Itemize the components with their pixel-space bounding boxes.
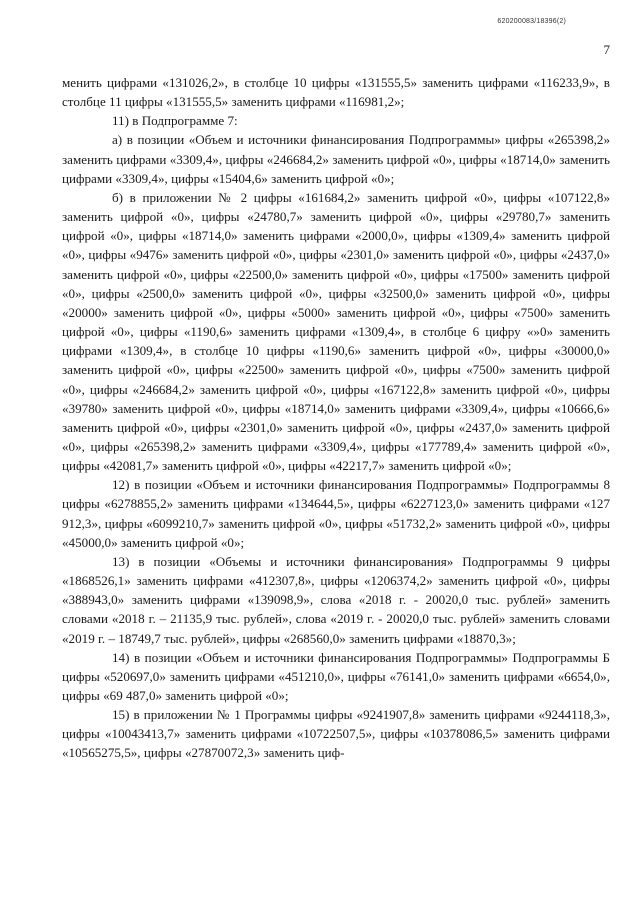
document-number: 620200083/18396(2) <box>497 18 566 25</box>
paragraph-item-11a: а) в позиции «Объем и источники финансирования Подпрограммы» цифры «265398,2» заменить цифрами «3309,4», цифры «246684,2» заменить цифрой «0», цифры «18714,0» заменить цифрами «3309,4», цифры «15404,6» заменить цифрой «0»; <box>62 132 610 186</box>
paragraph-item-13: 13) в позиции «Объемы и источники финансирования» Подпрограммы 9 цифры «1868526,1» заменить цифрами «412307,8», цифры «1206374,2» заменить цифрой «0», цифры «388943,0» заменить цифрами «139098,9», слова «2018 г. - 20020,0 тыс. рублей» заменить словами «2018 г. – 21135,9 тыс. рублей», слова «2019 г. - 20020,0 тыс. рублей» заменить словами «2019 г. – 18749,7 тыс. рублей», цифры «268560,0» заменить цифрами «18870,3»; <box>62 553 610 646</box>
paragraph-item-11b: б) в приложении № 2 цифры «161684,2» заменить цифрой «0», цифры «107122,8» заменить цифрой «0», цифры «24780,7» заменить цифрой «0», цифры «29780,7» заменить цифрой «0», цифры «18714,0» заменить цифрами «2000,0», цифры «1309,4» заменить цифрой «0», цифры «9476» заменить цифрой «0», цифры «2301,0» заменить цифрой «0», цифры «2437,0» заменить цифрой «0», цифры «22500,0» заменить цифрой «0», цифры «17500» заменить цифрой «0», цифры «2500,0» заменить цифрой «0», цифры «32500,0» заменить цифрой «0», цифры «20000» заменить цифрой «0», цифры «5000» заменить цифрой «0», цифры «7500» заменить цифрой «0», цифры «1190,6» заменить цифрами «1309,4», в столбце 6 цифру «»0» заменить цифрами «1309,4», в столбце 10 цифры «1190,6» заменить цифрой «0», цифры «30000,0» заменить цифрой «0», цифры «22500» заменить цифрой «0», цифры «7500» заменить цифрой «0», цифры «246684,2» заменить цифрой «0», цифры «167122,8» заменить цифрой «0», цифры «39780» заменить цифрой «0», цифры «18714,0» заменить цифрами «3309,4», цифры «10666,6» заменить цифрой «0», цифры «2301,0» заменить цифрой «0», цифры «2437,0» заменить цифрой «0», цифры «265398,2» заменить цифрами «3309,4», цифры «177789,4» заменить цифрой «0», цифры «42081,7» заменить цифрой «0», цифры «42217,7» заменить цифрой «0»; <box>62 189 610 474</box>
document-body <box>62 73 610 763</box>
page-number: 7 <box>603 42 610 57</box>
paragraph-item-14: 14) в позиции «Объем и источники финансирования Подпрограммы» Подпрограммы Б цифры «520697,0» заменить цифрами «451210,0», цифры «76141,0» заменить цифрами «6654,0», цифры «69 487,0» заменить цифрой «0»; <box>62 649 610 703</box>
paragraph-continuation: менить цифрами «131026,2», в столбце 10 цифры «131555,5» заменить цифрами «116233,9», в столбце 11 цифры «131555,5» заменить цифрами «116981,2»; <box>62 75 610 110</box>
paragraph-item-15: 15) в приложении № 1 Программы цифры «9241907,8» заменить цифрами «9244118,3», цифры «10043413,7» заменить цифрами «10722507,5», цифры «10378086,5» заменить цифрами «10565275,5», цифры «27870072,3» заменить циф- <box>62 707 610 761</box>
paragraph-item-12: 12) в позиции «Объем и источники финансирования Подпрограммы» Подпрограммы 8 цифры «6278855,2» заменить цифрами «134644,5», цифры «6227123,0» заменить цифрами «127 912,3», цифры «6099210,7» заменить цифрой «0», цифры «51732,2» заменить цифрой «0», цифры «45000,0» заменить цифрой «0»; <box>62 477 610 550</box>
paragraph-item-11: 11) в Подпрограмме 7: <box>112 113 238 129</box>
